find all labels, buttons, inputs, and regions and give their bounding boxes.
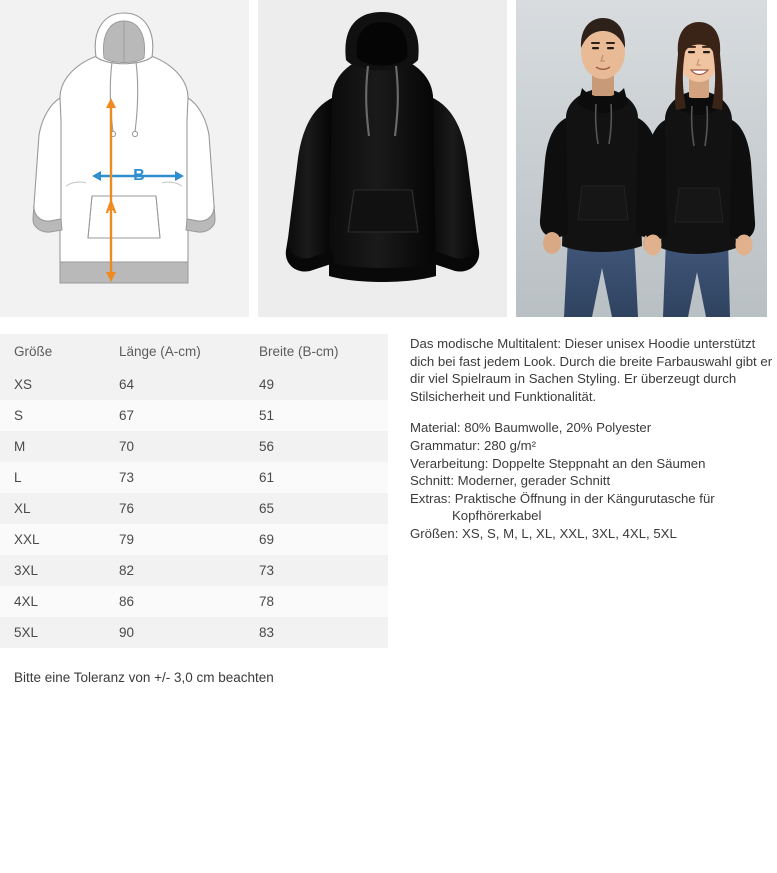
- table-row: [0, 493, 388, 524]
- table-row: [0, 369, 388, 400]
- cell-length: 73: [105, 462, 245, 493]
- size-table: [0, 334, 388, 648]
- cell-width: 69: [245, 524, 388, 555]
- cell-size: XXL: [0, 524, 105, 555]
- cell-width: 61: [245, 462, 388, 493]
- cell-width: 51: [245, 400, 388, 431]
- description-paragraph: Das modische Multitalent: Dieser unisex Hoodie unterstützt dich bei fast jedem Look. Durch die breite Farbauswahl gibt er dir viel Spielraum in Sachen Styling. Er überzeugt durch Stilsicherheit und Funktionalität.: [410, 336, 773, 404]
- tolerance-note: Bitte eine Toleranz von +/- 3,0 cm beachten: [14, 670, 274, 685]
- table-row: [0, 431, 388, 462]
- cell-length: 86: [105, 586, 245, 617]
- spec-material: Material: 80% Baumwolle, 20% Polyester: [410, 420, 652, 436]
- cell-length: 90: [105, 617, 245, 648]
- table-row: [0, 400, 388, 431]
- models-wearing-hoodie-panel: [516, 0, 767, 317]
- measure-label-a: A: [105, 200, 117, 217]
- size-table-column: [0, 334, 388, 685]
- table-row: [0, 462, 388, 493]
- cell-length: 79: [105, 524, 245, 555]
- cell-width: 56: [245, 431, 388, 462]
- technical-drawing: [0, 0, 249, 317]
- cell-width: 83: [245, 617, 388, 648]
- measure-label-b: B: [133, 167, 145, 184]
- product-details: [0, 334, 777, 685]
- spec-processing: Verarbeitung: Doppelte Steppnaht an den Säumen: [410, 455, 706, 471]
- cell-size: 3XL: [0, 555, 105, 586]
- cell-size: XS: [0, 369, 105, 400]
- column-header-length: Länge (A-cm): [105, 334, 245, 369]
- table-row: [0, 555, 388, 586]
- cell-size: 5XL: [0, 617, 105, 648]
- technical-drawing-panel: [0, 0, 249, 317]
- table-header-row: [0, 334, 388, 369]
- column-header-width: Breite (B-cm): [245, 334, 388, 369]
- models-wearing-hoodie-photo: [516, 0, 767, 317]
- cell-size: 4XL: [0, 586, 105, 617]
- cell-length: 67: [105, 400, 245, 431]
- spec-weight: Grammatur: 280 g/m²: [410, 437, 537, 453]
- spec-cut: Schnitt: Moderner, gerader Schnitt: [410, 473, 611, 489]
- cell-length: 82: [105, 555, 245, 586]
- table-row: [0, 617, 388, 648]
- spec-sizes: Größen: XS, S, M, L, XL, XXL, 3XL, 4XL, 5XL: [410, 525, 677, 541]
- cell-size: L: [0, 462, 105, 493]
- cell-width: 78: [245, 586, 388, 617]
- cell-length: 70: [105, 431, 245, 462]
- cell-width: 73: [245, 555, 388, 586]
- hoodie-front-photo: [258, 0, 507, 317]
- cell-width: 49: [245, 369, 388, 400]
- spec-extras-continued: Kopfhörerkabel: [452, 508, 542, 524]
- description-column: [388, 334, 777, 685]
- product-image-row: [0, 0, 777, 317]
- hoodie-front-photo-panel: [258, 0, 507, 317]
- table-row: [0, 524, 388, 555]
- cell-length: 76: [105, 493, 245, 524]
- spec-extras: Extras: Praktische Öffnung in der Kängurutasche für: [410, 490, 715, 506]
- cell-size: M: [0, 431, 105, 462]
- cell-size: S: [0, 400, 105, 431]
- cell-width: 65: [245, 493, 388, 524]
- cell-size: XL: [0, 493, 105, 524]
- table-row: [0, 586, 388, 617]
- cell-length: 64: [105, 369, 245, 400]
- column-header-size: Größe: [0, 334, 105, 369]
